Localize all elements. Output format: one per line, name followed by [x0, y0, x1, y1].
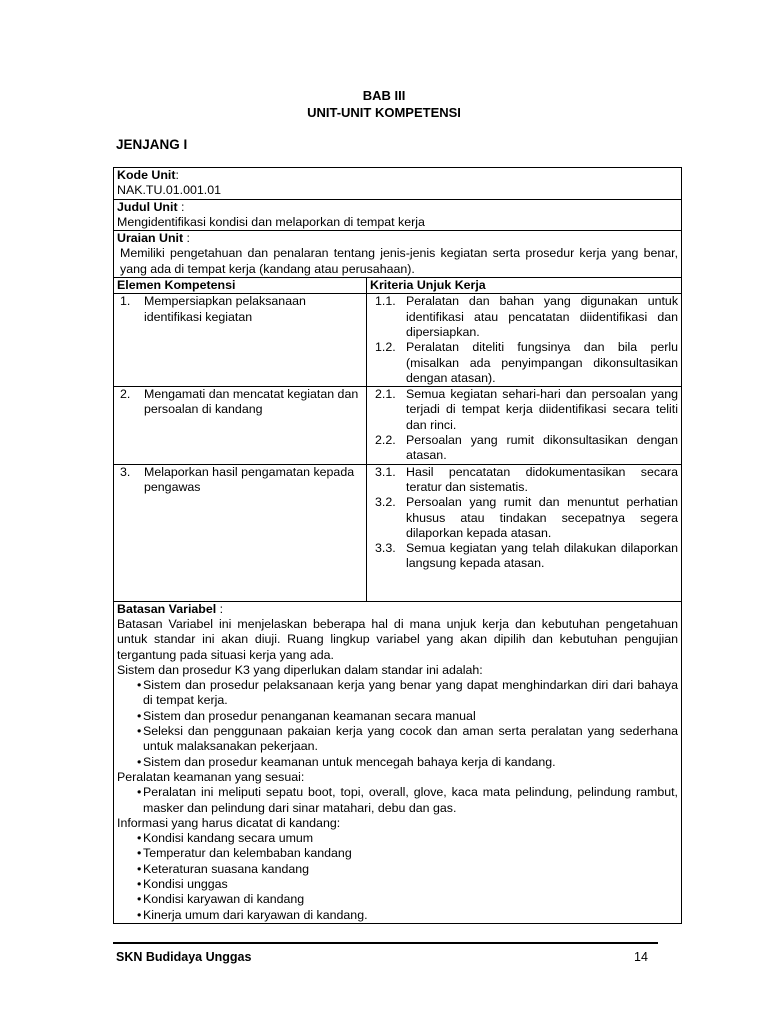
- list-item-text: Kondisi kandang secara umum: [143, 831, 314, 846]
- table-row: [114, 294, 682, 387]
- bullet-icon: •: [137, 831, 142, 846]
- footer-title: SKN Budidaya Unggas: [116, 950, 252, 964]
- list-item-text: Kinerja umum dari karyawan di kandang.: [143, 907, 368, 922]
- info-intro: Informasi yang harus dicatat di kandang:: [117, 815, 341, 830]
- batasan-variabel-cell: [114, 601, 682, 923]
- bullet-icon: •: [137, 846, 142, 861]
- kode-unit-row: [114, 168, 682, 200]
- bullet-icon: •: [137, 708, 142, 723]
- list-item: [117, 755, 678, 770]
- kriteria-number: 3.1.: [375, 464, 396, 479]
- elemen-text: Mengamati dan mencatat kegiatan dan persoalan di kandang: [144, 387, 359, 417]
- judul-unit-cell: [114, 199, 682, 231]
- col-header-elemen: Elemen Kompetensi: [114, 278, 367, 294]
- kriteria-number: 1.1.: [375, 294, 396, 309]
- kriteria-number: 1.2.: [375, 340, 396, 355]
- list-item: [117, 846, 678, 861]
- col-header-kriteria: Kriteria Unjuk Kerja: [367, 278, 682, 294]
- bullet-icon: •: [137, 892, 142, 907]
- alat-list: [117, 785, 678, 816]
- kriteria-cell: [367, 387, 682, 464]
- elemen-cell: [114, 294, 367, 387]
- uraian-unit-colon: :: [183, 231, 190, 246]
- kode-unit-colon: :: [175, 168, 179, 182]
- kriteria-text: Semua kegiatan yang telah dilakukan dilaporkan langsung kepada atasan.: [406, 541, 679, 571]
- list-item-text: Sistem dan prosedur pelaksanaan kerja yang benar yang dapat menghindarkan diri dari bahaya di tempat kerja.: [143, 678, 679, 708]
- batasan-label: Batasan Variabel: [117, 601, 217, 616]
- k3-list: [117, 678, 678, 770]
- list-item-text: Kondisi karyawan di kandang: [143, 892, 305, 907]
- kriteria-text: Peralatan dan bahan yang digunakan untuk identifikasi atau pencatatan diidentifikasi dan dipersiapkan.: [406, 294, 679, 339]
- judul-unit-value: Mengidentifikasi kondisi dan melaporkan di tempat kerja: [117, 214, 425, 229]
- list-item: [117, 877, 678, 892]
- list-item-text: Temperatur dan kelembaban kandang: [143, 846, 352, 861]
- list-item: [117, 908, 678, 923]
- bullet-icon: •: [137, 907, 142, 922]
- elemen-text: Melaporkan hasil pengamatan kepada pengawas: [144, 464, 355, 494]
- kriteria-number: 3.2.: [375, 495, 396, 510]
- elemen-number: 1.: [120, 294, 131, 309]
- judul-unit-label: Judul Unit: [117, 199, 178, 214]
- kode-unit-label: Kode Unit: [117, 168, 176, 182]
- batasan-colon: :: [216, 601, 224, 616]
- list-item-text: Seleksi dan penggunaan pakaian kerja yang cocok dan aman serta peralatan yang sederhana untuk malaksanakan pekerjaan.: [143, 724, 679, 754]
- list-item: [117, 785, 678, 816]
- level-heading: JENJANG I: [116, 137, 188, 152]
- kriteria-text: Semua kegiatan sehari-hari dan persoalan yang terjadi di tempat kerja diidentifikasi secara teliti dan rinci.: [406, 387, 679, 432]
- table-row: [114, 387, 682, 464]
- kriteria-number: 2.1.: [375, 387, 396, 402]
- judul-unit-row: [114, 199, 682, 231]
- elemen-cell: [114, 464, 367, 601]
- list-item-text: Keteraturan suasana kandang: [143, 861, 310, 876]
- bullet-icon: •: [137, 876, 142, 891]
- kriteria-cell: [367, 294, 682, 387]
- kode-unit-value: NAK.TU.01.001.01: [117, 183, 222, 198]
- list-item-text: Sistem dan prosedur penanganan keamanan secara manual: [143, 708, 476, 723]
- list-item-text: Peralatan ini meliputi sepatu boot, topi, overall, glove, kaca mata pelindung, pelindung rambut, masker dan pelindung dari sinar matahari, debu dan gas.: [143, 785, 679, 815]
- list-item-text: Kondisi unggas: [143, 876, 228, 891]
- batasan-variabel-row: [114, 601, 682, 923]
- kriteria-text: Persoalan yang rumit dan menuntut perhatian khusus atau tindakan secepatnya segera dilaporkan kepada atasan.: [406, 495, 679, 540]
- elemen-cell: [114, 387, 367, 464]
- bullet-icon: •: [137, 861, 142, 876]
- uraian-unit-row: [114, 231, 682, 278]
- page-number: 14: [634, 950, 648, 964]
- bullet-icon: •: [137, 678, 142, 693]
- list-item-text: Sistem dan prosedur keamanan untuk mencegah bahaya kerja di kandang.: [143, 754, 556, 769]
- chapter-title: BAB III: [362, 88, 406, 103]
- list-item: [117, 862, 678, 877]
- kriteria-text: Peralatan diteliti fungsinya dan bila perlu (misalkan ada penyimpangan dikonsultasikan dengan atasan).: [406, 340, 679, 385]
- uraian-unit-value: Memiliki pengetahuan dan penalaran tentang jenis-jenis kegiatan serta prosedur kerja yang benar, yang ada di tempat kerja (kandang atau perusahaan).: [120, 246, 679, 276]
- elemen-number: 3.: [120, 464, 131, 479]
- footer-divider: [113, 942, 658, 944]
- judul-unit-colon: :: [177, 199, 185, 214]
- list-item: [117, 709, 678, 724]
- elemen-text: Mempersiapkan pelaksanaan identifikasi kegiatan: [144, 294, 306, 324]
- info-list: [117, 831, 678, 923]
- bullet-icon: •: [137, 724, 142, 739]
- elemen-number: 2.: [120, 387, 131, 402]
- chapter-subtitle: UNIT-UNIT KOMPETENSI: [307, 105, 461, 120]
- uraian-unit-cell: [114, 231, 682, 278]
- bullet-icon: •: [137, 754, 142, 769]
- table-header-row: [114, 278, 682, 294]
- alat-intro: Peralatan keamanan yang sesuai:: [117, 769, 305, 784]
- kriteria-text: Persoalan yang rumit dikonsultasikan dengan atasan.: [406, 433, 679, 463]
- unit-competency-table: [113, 167, 682, 924]
- bullet-icon: •: [137, 785, 142, 800]
- list-item: [117, 724, 678, 755]
- kriteria-cell: [367, 464, 682, 601]
- list-item: [117, 678, 678, 709]
- table-row: [114, 464, 682, 601]
- batasan-intro: Batasan Variabel ini menjelaskan beberapa hal di mana unjuk kerja dan kebutuhan pengetahuan untuk standar ini akan diuji. Ruang lingkup variabel yang akan dipilih dan kebutuhan pengujian tergantung pada situasi kerja yang ada.: [117, 616, 679, 662]
- uraian-unit-label: Uraian Unit: [117, 231, 184, 246]
- kriteria-text: Hasil pencatatan didokumentasikan secara teratur dan sistematis.: [406, 464, 679, 494]
- kriteria-number: 2.2.: [375, 433, 396, 448]
- list-item: [117, 892, 678, 907]
- kriteria-number: 3.3.: [375, 541, 396, 556]
- list-item: [117, 831, 678, 846]
- kode-unit-cell: [114, 168, 682, 200]
- k3-intro: Sistem dan prosedur K3 yang diperlukan dalam standar ini adalah:: [117, 662, 483, 677]
